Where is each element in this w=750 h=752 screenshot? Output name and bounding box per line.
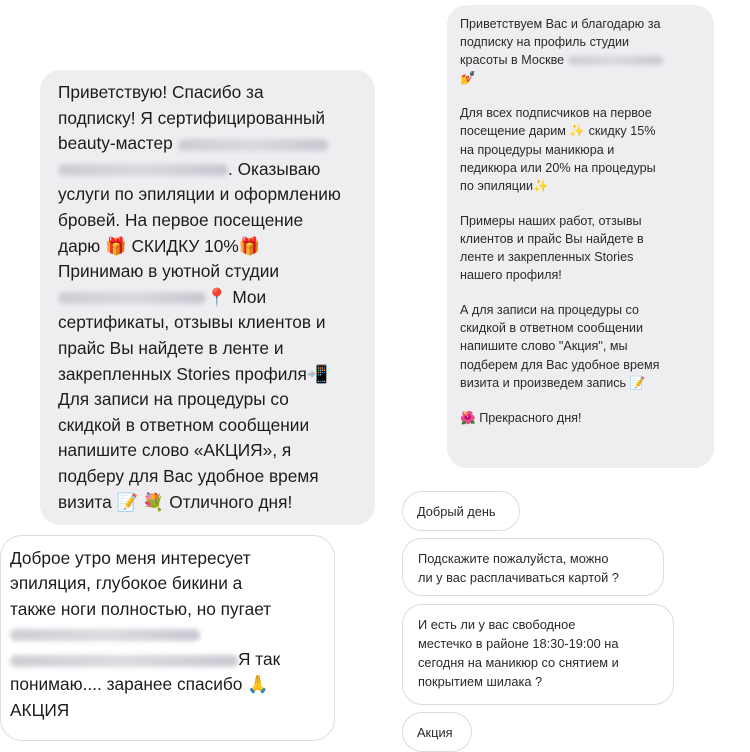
outgoing-message-hello [402, 491, 520, 531]
redacted-text [10, 629, 200, 641]
text-line: скидкой в ответном сообщении [460, 321, 643, 336]
outgoing-message-card-question [402, 538, 664, 596]
text-line: сегодня на маникюр со снятием и [418, 655, 619, 670]
outgoing-message-promo-word [402, 712, 472, 752]
text-line: закрепленных Stories профиля📲 [58, 362, 375, 388]
text-line: местечко в районе 18:30-19:00 на [418, 636, 619, 651]
text-line: педикюра или 20% на процедуры [460, 160, 656, 175]
text-line: на процедуры маникюра и [460, 142, 615, 157]
redacted-address [58, 292, 206, 304]
text-line: Примеры наших работ, отзывы [460, 213, 642, 228]
text-line: бровей. На первое посещение [58, 209, 304, 230]
redacted-text [10, 655, 238, 667]
text-line: сертификаты, отзывы клиентов и [58, 312, 326, 333]
text-line: Для всех подписчиков на первое [460, 106, 652, 121]
text-line: посещение дарим ✨ скидку 15% [460, 122, 714, 140]
text-line: понимаю.... заранее спасибо 🙏 [10, 672, 334, 697]
text-line: Доброе утро меня интересует [10, 548, 251, 568]
hibiscus-icon: 🌺 [460, 410, 476, 425]
text-line: напишите слово «АКЦИЯ», я [58, 440, 292, 461]
text-line: клиентов и прайс Вы найдете в [460, 231, 644, 246]
message-text [58, 80, 375, 515]
text-line: также ноги полностью, но пугает [10, 598, 272, 619]
gift-icon: 🎁 [238, 235, 261, 256]
text-line: по эпиляции✨ [460, 177, 714, 195]
text-line: Я так [10, 647, 334, 672]
pray-icon: 🙏 [247, 674, 269, 695]
text-line: дарю 🎁 СКИДКУ 10%🎁 [58, 234, 375, 260]
gift-icon: 🎁 [105, 235, 127, 256]
text-line: АКЦИЯ [10, 699, 70, 720]
text-line: И есть ли у вас свободное [418, 617, 576, 632]
text-line: скидкой в ответном сообщении [58, 414, 310, 435]
memo-icon: 📝 [629, 375, 646, 390]
text-line: Подскажите пожалуйста, можно [418, 551, 609, 566]
text-line: подписку! Я сертифицированный [58, 107, 326, 128]
text-line: услуги по эпиляции и оформлению [58, 184, 341, 205]
text-line: beauty-мастер [58, 131, 375, 157]
text-line: Акция [417, 725, 453, 740]
text-line: Добрый день [417, 504, 496, 519]
text-line: ленте и закрепленных Stories [460, 250, 634, 265]
nail-polish-icon: 💅 [460, 71, 476, 86]
text-line: подберем для Вас удобное время [460, 357, 660, 372]
sparkles-icon: ✨ [569, 124, 586, 139]
text-line: 📍 Мои [58, 285, 375, 311]
pin-icon: 📍 [206, 286, 228, 307]
sparkles-icon: ✨ [533, 178, 549, 193]
incoming-message-greeting [40, 70, 375, 525]
text-line: ли у вас расплачиваться картой ? [418, 570, 619, 585]
text-line: покрытием шилака ? [418, 674, 543, 689]
text-line: визита 📝 💐 Отличного дня! [58, 490, 375, 516]
text-line: прайс Вы найдете в ленте и [58, 337, 284, 358]
text-line: визита и произведем запись 📝 [460, 374, 714, 392]
bouquet-icon: 💐 [142, 491, 165, 512]
redacted-name [58, 164, 228, 176]
message-text [460, 15, 714, 427]
text-line: напишите слово "Акция", мы [460, 339, 628, 354]
text-line: нашего профиля! [460, 268, 562, 283]
text-line: Для записи на процедуры со [58, 389, 289, 410]
text-line: Приветствуем Вас и благодарю за [460, 17, 661, 31]
text-line: А для записи на процедуры со [460, 303, 639, 318]
text-line: подписку на профиль студии [460, 35, 630, 50]
outgoing-message-inquiry [0, 535, 335, 741]
text-line: подберу для Вас удобное время [58, 465, 319, 486]
redacted-name [178, 139, 328, 151]
text-line: 🌺 Прекрасного дня! [460, 409, 714, 427]
text-line: красоты в Москве [460, 51, 714, 69]
outgoing-message-slot-question [402, 604, 674, 705]
text-line: эпиляция, глубокое бикини а [10, 573, 243, 594]
phone-icon: 📲 [306, 363, 329, 384]
text-line: Приветствую! Спасибо за [58, 82, 264, 102]
text-line: . Оказываю [58, 157, 375, 183]
text-line [460, 69, 714, 87]
text-line [10, 622, 334, 647]
redacted-name [568, 56, 663, 65]
memo-icon: 📝 [116, 491, 139, 512]
incoming-message-studio [447, 5, 714, 468]
text-line: Принимаю в уютной студии [58, 261, 280, 282]
message-text [10, 546, 334, 723]
